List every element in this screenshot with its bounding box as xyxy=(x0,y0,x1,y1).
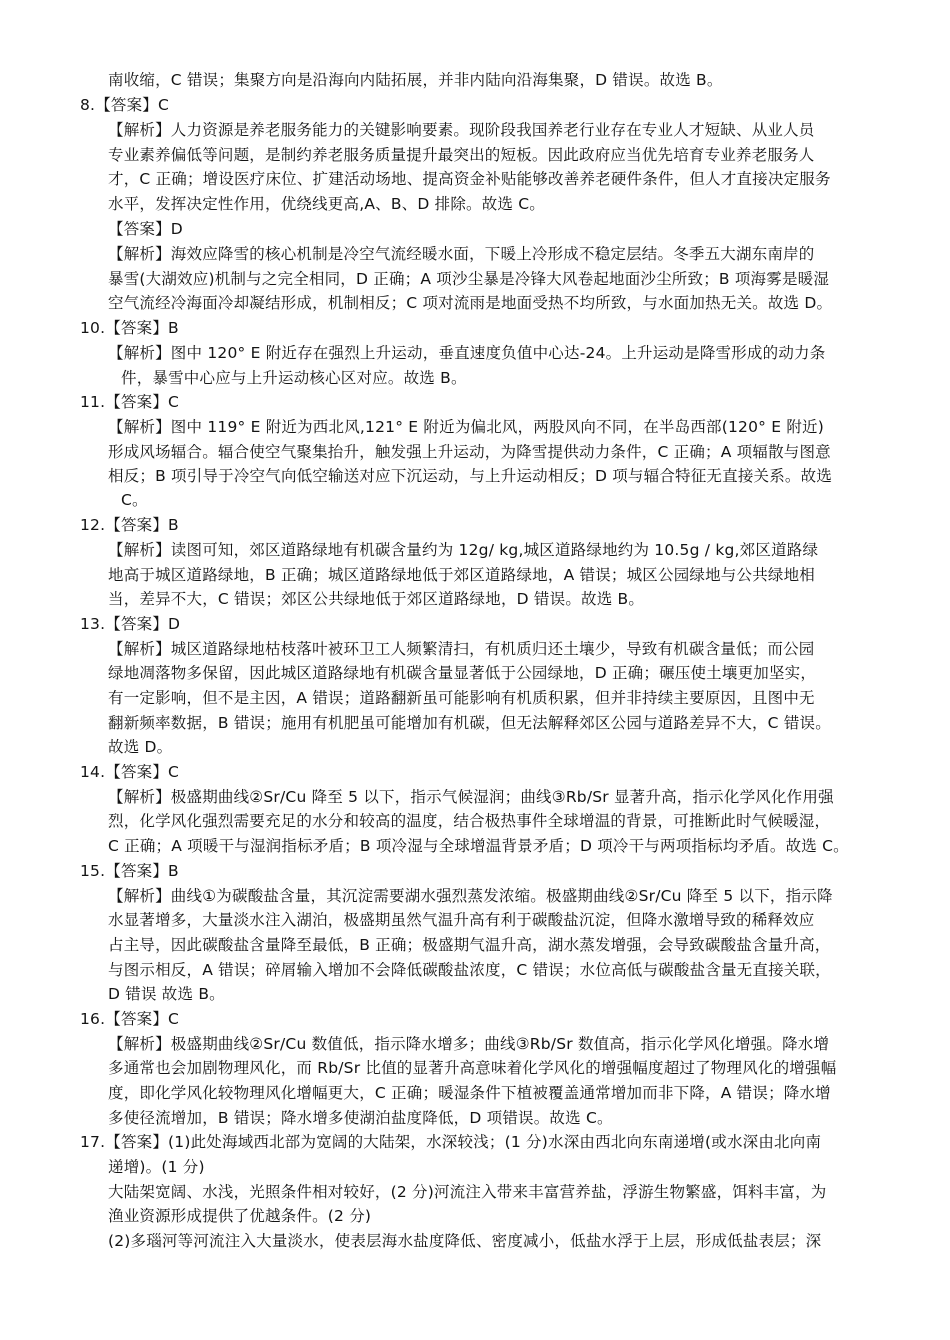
text-line: 12.【答案】B xyxy=(80,516,179,534)
text-line: 有一定影响，但不是主因，A 错误；道路翻新虽可能影响有机质积累，但并非持续主要原因，且图中无 xyxy=(108,689,815,707)
text-line: 相反；B 项引导于冷空气向低空输送对应下沉运动，与上升运动相反；D 项与辐合特征无直接关系。故选 xyxy=(108,467,833,485)
text-line: 绿地凋落物多保留，因此城区道路绿地有机碳含量显著低于公园绿地，D 正确；碾压使土壤更加坚实， xyxy=(108,664,817,682)
text-line: 地高于城区道路绿地，B 正确；城区道路绿地低于郊区道路绿地，A 错误；城区公园绿地与公共绿地相 xyxy=(108,566,815,584)
text-line: 与图示相反，A 错误；碎屑输入增加不会降低碳酸盐浓度，C 错误；水位高低与碳酸盐含量无直接关联， xyxy=(108,961,831,979)
text-line: 【解析】极盛期曲线②Sr/Cu 降至 5 以下，指示气候湿润；曲线③Rb/Sr 显著升高，指示化学风化作用强 xyxy=(108,788,834,806)
text-line: D 错误 故选 B。 xyxy=(108,985,225,1003)
text-line: 【解析】极盛期曲线②Sr/Cu 数值低，指示降水增多；曲线③Rb/Sr 数值高，指示化学风化增强。降水增 xyxy=(108,1035,830,1053)
text-line: 【解析】城区道路绿地枯枝落叶被环卫工人频繁清扫，有机质归还土壤少，导致有机碳含量低；而公园 xyxy=(108,640,815,658)
text-line: 件，暴雪中心应与上升运动核心区对应。故选 B。 xyxy=(121,369,467,387)
text-line: 渔业资源形成提供了优越条件。(2 分) xyxy=(108,1207,372,1225)
text-line: 南收缩，C 错误；集聚方向是沿海向内陆拓展，并非内陆向沿海集聚，D 错误。故选 B。 xyxy=(108,71,723,89)
text-line: 翻新频率数据，B 错误；施用有机肥虽可能增加有机碳，但无法解释郊区公园与道路差异不大，C 错误。 xyxy=(108,714,831,732)
text-line: 递增)。(1 分) xyxy=(108,1158,205,1176)
text-line: 水平，发挥决定性作用，优绕线更高,A、B、D 排除。故选 C。 xyxy=(108,195,545,213)
text-line: 当，差异不大，C 错误；郊区公共绿地低于郊区道路绿地，D 错误。故选 B。 xyxy=(108,590,645,608)
text-line: 【解析】图中 120° E 附近存在强烈上升运动，垂直速度负值中心达-24。上升运动是降雪形成的动力条 xyxy=(108,344,826,362)
text-line: 11.【答案】C xyxy=(80,393,180,411)
text-line: 空气流经冷海面冷却凝结形成，机制相反；C 项对流雨是地面受热不均所致，与水面加热无关。故选 D。 xyxy=(108,294,833,312)
text-line: 【解析】读图可知，郊区道路绿地有机碳含量约为 12g/ kg,城区道路绿地约为 10.5g / kg,郊区道路绿 xyxy=(108,541,819,559)
text-line: 多使径流增加，B 错误；降水增多使湖泊盐度降低，D 项错误。故选 C。 xyxy=(108,1109,613,1127)
text-line: (2)多瑙河等河流注入大量淡水，使表层海水盐度降低、密度减小，低盐水浮于上层，形成低盐表层；深 xyxy=(108,1232,822,1250)
text-line: 15.【答案】B xyxy=(80,862,179,880)
text-line: 【解析】图中 119° E 附近为西北风,121° E 附近为偏北风，两股风向不同，在半岛西部(120° E 附近) xyxy=(108,418,824,436)
text-line: 14.【答案】C xyxy=(80,763,180,781)
text-line: 大陆架宽阔、水浅，光照条件相对较好，(2 分)河流注入带来丰富营养盐，浮游生物繁盛，饵料丰富，为 xyxy=(108,1183,827,1201)
text-line: 16.【答案】C xyxy=(80,1010,180,1028)
text-line: 【答案】D xyxy=(108,220,183,238)
text-line: 【解析】人力资源是养老服务能力的关键影响要素。现阶段我国养老行业存在专业人才短缺、从业人员 xyxy=(108,121,815,139)
text-line: 17.【答案】(1)此处海域西北部为宽阔的大陆架，水深较浅；(1 分)水深由西北向东南递增(或水深由北向南 xyxy=(80,1133,822,1151)
text-line: 【解析】海效应降雪的核心机制是冷空气流经暖水面，下暖上冷形成不稳定层结。冬季五大湖东南岸的 xyxy=(108,245,815,263)
text-line: 暴雪(大湖效应)机制与之完全相同，D 正确；A 项沙尘暴是冷锋大风卷起地面沙尘所致；B 项海雾是暖湿 xyxy=(108,270,830,288)
text-line: 形成风场辐合。辐合使空气聚集抬升，触发强上升运动，为降雪提供动力条件，C 正确；A 项辐散与图意 xyxy=(108,443,831,461)
text-line: 专业素养偏低等问题，是制约养老服务质量提升最突出的短板。因此政府应当优先培育专业养老服务人 xyxy=(108,146,815,164)
text-line: 烈，化学风化强烈需要充足的水分和较高的温度，结合极热事件全球增温的背景，可推断此时气候暖湿， xyxy=(108,812,831,830)
text-line: 10.【答案】B xyxy=(80,319,179,337)
text-line: 度，即化学风化较物理风化增幅更大，C 正确；暖湿条件下植被覆盖通常增加而非下降，A 错误；降水增 xyxy=(108,1084,831,1102)
text-line: 【解析】曲线①为碳酸盐含量，其沉淀需要湖水强烈蒸发浓缩。极盛期曲线②Sr/Cu 降至 5 以下，指示降 xyxy=(108,887,833,905)
text-line: C 正确；A 项暖干与湿润指标矛盾；B 项冷湿与全球增温背景矛盾；D 项冷干与两项指标均矛盾。故选 C。 xyxy=(108,837,849,855)
text-line: 水显著增多，大量淡水注入湖泊，极盛期虽然气温升高有利于碳酸盐沉淀，但降水激增导致的稀释效应 xyxy=(108,911,815,929)
text-line: C。 xyxy=(121,491,148,509)
text-line: 13.【答案】D xyxy=(80,615,181,633)
text-line: 8.【答案】C xyxy=(80,96,170,114)
text-line: 才，C 正确；增设医疗床位、扩建活动场地、提高资金补贴能够改善养老硬件条件，但人才直接决定服务 xyxy=(108,170,831,188)
text-line: 多通常也会加剧物理风化，而 Rb/Sr 比值的显著升高意味着化学风化的增强幅度超过了物理风化的增强幅 xyxy=(108,1059,837,1077)
text-line: 故选 D。 xyxy=(108,738,173,756)
text-line: 占主导，因此碳酸盐含量降至最低，B 正确；极盛期气温升高，湖水蒸发增强，会导致碳酸盐含量升高， xyxy=(108,936,831,954)
